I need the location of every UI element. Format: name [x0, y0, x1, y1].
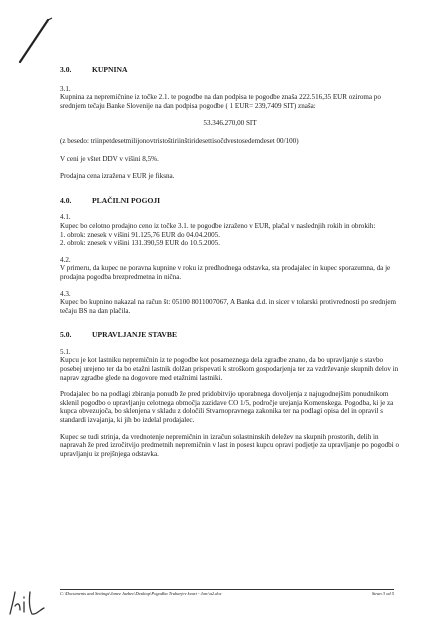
- section-heading-upravljanje-stavbe: [60, 331, 400, 340]
- section-number: 3.0.: [60, 65, 72, 74]
- clause-text: V primeru, da kupec ne poravna kupnine v roku iz predhodnega odstavka, sta prodajalec in kupec sporazumna, da je prodajna pogodba brezpredmetna in nična.: [60, 264, 391, 281]
- fixed-price-note: Prodajna cena izražena v EUR je fiksna.: [60, 172, 175, 181]
- section-title: UPRAVLJANJE STAVBE: [92, 330, 178, 340]
- clause-text: Kupcu je kot lastniku nepremičnin iz te pogodbe kot posameznega dela zgradbe znano, da bo upravljanje s stavbo posebej urejeno ter da bo etažni lastnik dolžan prispevati k stroškom gospodarjenja ter za vzdrževanje skupnih delov in naprav zgradbe glede na dogovore med etažnimi lastniki.: [60, 356, 399, 382]
- page-footer: [60, 589, 394, 597]
- file-path: C:\Documents and Settings\Janez Jazbec\Desktop\Pogodba Trubarjev kvart - Jarc\a2.doc: [60, 591, 222, 596]
- installment-1: 1. obrok: znesek v višini 91.125,76 EUR do 04.04.2005.: [60, 230, 220, 239]
- clause-number: 4.1.: [60, 213, 71, 222]
- page-number: Stran 3 od 5: [371, 591, 394, 596]
- section-number: 4.0.: [60, 195, 72, 205]
- pen-stroke-mark: [18, 16, 58, 66]
- section-title: PLAČILNI POGOJI: [92, 195, 161, 205]
- clause-number: 3.1.: [60, 84, 71, 93]
- clause-text: Kupnina za nepremičnine iz točke 2.1. te pogodbe na dan podpisa te pogodbe znaša 222.516,35 EUR oziroma po srednjem tečaju Banke Slovenije na dan podpisa pogodbe ( 1 EUR= 239,7409 SIT) znaša:: [60, 93, 381, 110]
- installment-2: 2. obrok: znesek v višini 131.390,59 EUR do 10.5.2005.: [60, 239, 220, 248]
- clause-text: Prodajalec bo na podlagi zbiranja ponudb že pred pridobitvijo uporabnega dovoljenja z najugodnejšim ponudnikom sklenil pogodbo o upravljanju celotnega območja zazidave CO 1/5, področje urejanja Komenskega. Pogodba, ki je za kupca obvezujoča, bo sklenjena v skladu z določili Stvarnopravnega zakonika ter na podlagi opisa del in opravil s standardi izvajanja, ki jih bo izdelal prodajalec.: [60, 390, 394, 425]
- clause-text: Kupec bo kupnino nakazal na račun št: 05100 8011007067, A Banka d.d. in sicer v tolarski protivrednosti po srednjem tečaju BS na dan plačila.: [60, 298, 397, 315]
- clause-number: 5.1.: [60, 347, 71, 356]
- price-in-words: (z besedo: triinpetdesetmilijonovtristoštiriinštiridesettisočdvestosedemdeset 00/100): [60, 136, 299, 145]
- price-amount: 53.346.270,00 SIT: [203, 119, 257, 128]
- clause-text: Kupec se tudi strinja, da vrednotenje nepremičnin in izračun solastninskih deležev na skupnih prostorih, delih in napravah že pred izročitvijo predmetnih nepremičnin v last in posest kupcu opravi podjetje za upravljanje po pogodbi o upravljanju iz prejšnjega odstavka.: [60, 432, 400, 458]
- section-heading-kupnina: [60, 66, 400, 75]
- clause-number: 4.2.: [60, 255, 71, 264]
- document-body: [60, 66, 400, 458]
- section-title: KUPNINA: [92, 65, 128, 74]
- handwritten-initials: [6, 588, 50, 618]
- clause-text: Kupec bo celotno prodajno ceno iz točke 3.1. te pogodbe izraženo v EUR, plačal v naslednjih rokih in obrokih:: [60, 221, 376, 230]
- section-number: 5.0.: [60, 330, 72, 340]
- clause-number: 4.3.: [60, 289, 71, 298]
- section-heading-placilni-pogoji: [60, 197, 400, 206]
- vat-note: V ceni je vštet DDV v višini 8,5%.: [60, 154, 159, 163]
